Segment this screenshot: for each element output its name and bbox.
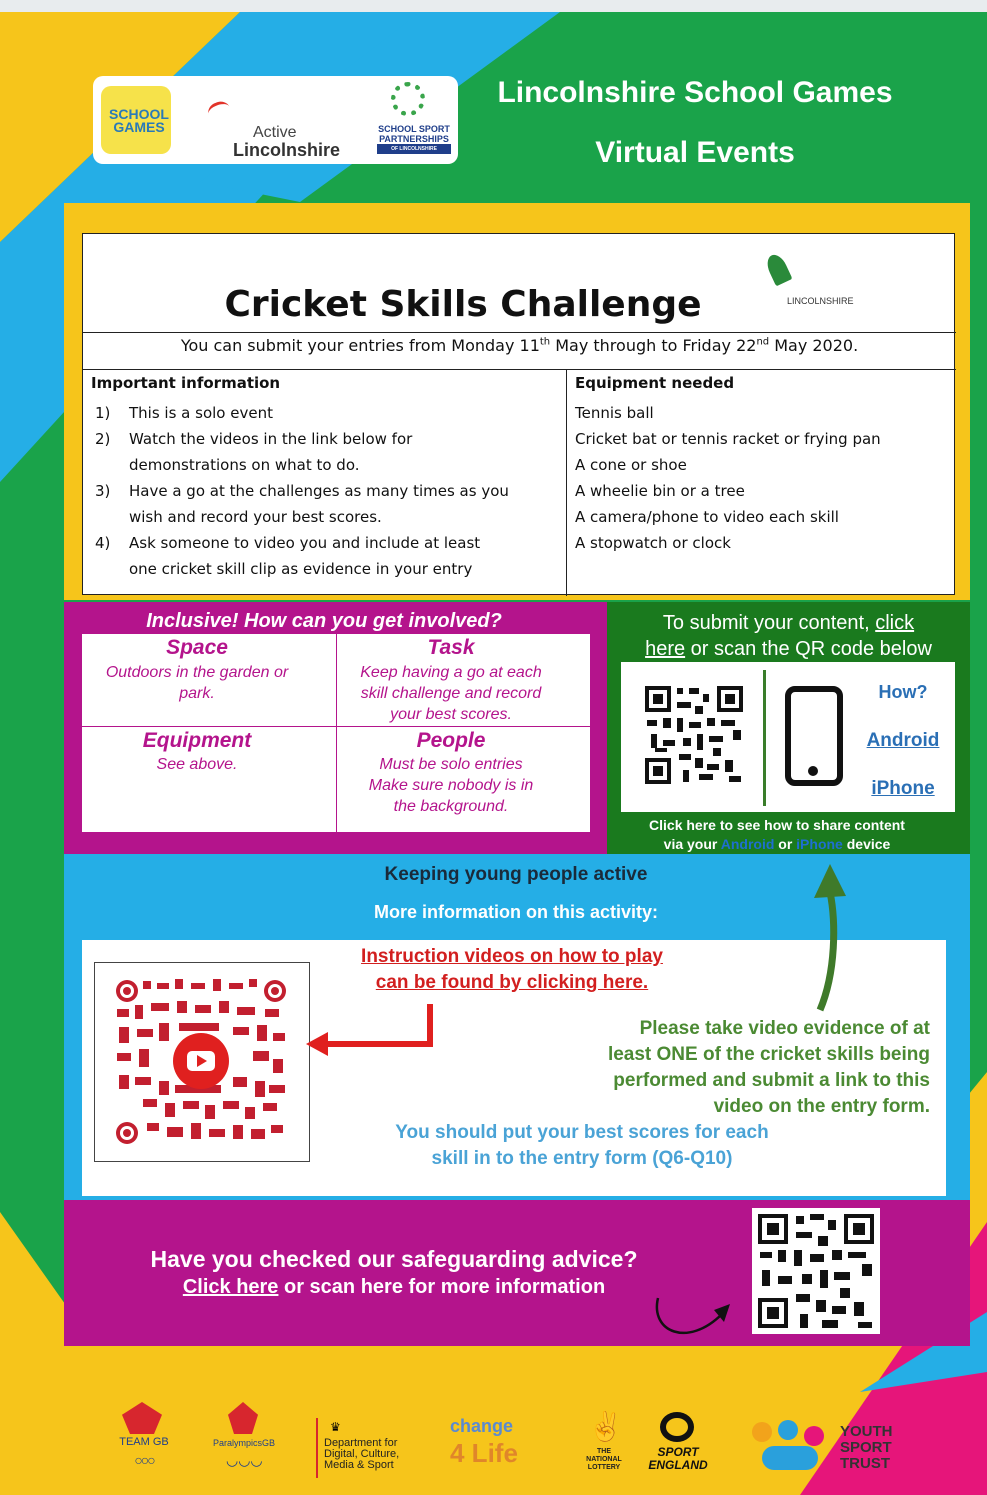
tagline: Keeping young people active — [384, 864, 648, 885]
people-title: People — [416, 729, 486, 752]
phone-home-button — [808, 766, 818, 776]
evidence-line-2: least ONE of the cricket skills being — [607, 1044, 930, 1065]
safeguarding-section — [64, 1200, 970, 1346]
dates-part-3: May 2020. — [769, 336, 859, 355]
active-logo-text: Active — [253, 124, 297, 141]
sport-england-logo — [640, 1410, 716, 1478]
dates-part-2: May through to Friday 22 — [550, 336, 757, 355]
share-iphone-link[interactable]: iPhone — [796, 836, 843, 852]
para-lion-icon — [228, 1402, 258, 1434]
submit-qr-code[interactable] — [643, 684, 745, 786]
task-text — [336, 662, 566, 725]
important-item-line: wish and record your best scores. — [129, 508, 382, 526]
lottery-line-1: THE — [597, 1448, 611, 1455]
inclusive-heading: Inclusive! How can you get involved? — [146, 610, 502, 632]
dcms-text — [324, 1438, 399, 1471]
lion-icon — [122, 1402, 162, 1434]
change-text: change — [450, 1416, 514, 1436]
ssp-line-2: PARTNERSHIPS — [379, 134, 449, 144]
team-gb-logo — [104, 1398, 184, 1478]
ssp-logo-text — [377, 124, 451, 154]
scores-line-2: skill in to the entry form (Q6-Q10) — [431, 1148, 733, 1169]
important-list — [95, 400, 555, 582]
dates-part-1: You can submit your entries from Monday 11 — [180, 336, 540, 355]
equipment-title: Equipment — [142, 729, 252, 752]
submit-instructions — [607, 610, 970, 662]
important-item-line: one cricket skill clip as evidence in your entry — [129, 560, 473, 578]
important-item-text — [129, 426, 412, 478]
grid-divider-h — [82, 726, 590, 727]
equipment-item: A cone or shoe — [575, 456, 687, 474]
school-games-logo — [101, 86, 171, 154]
important-item-number: 3) — [95, 482, 111, 500]
evidence-line-4: video on the entry form. — [713, 1096, 930, 1117]
inclusive-section — [64, 602, 607, 854]
scores-line-1: You should put your best scores for each — [395, 1122, 769, 1143]
space-text — [82, 662, 312, 704]
dates-sup-1: th — [539, 336, 551, 348]
equipment-item: A stopwatch or clock — [575, 534, 731, 552]
submit-divider — [763, 670, 766, 806]
divider-2 — [83, 369, 956, 370]
space-line-2: park. — [179, 685, 215, 702]
iphone-link[interactable]: iPhone — [871, 778, 935, 799]
lincolnshire-logo-text: Lincolnshire — [233, 140, 341, 160]
share-or: or — [774, 836, 797, 852]
agitos-icon: ◡◡◡ — [226, 1452, 263, 1468]
safeguarding-link[interactable]: Click here — [182, 1276, 279, 1298]
video-qr-frame — [94, 962, 310, 1162]
equipment-item: A wheelie bin or a tree — [575, 482, 745, 500]
team-gb-text: TEAM GB — [119, 1436, 169, 1448]
task-line-1: Keep having a go at each — [360, 664, 542, 681]
important-item-line: Ask someone to video you and include at least — [129, 534, 481, 552]
more-info-heading: More information on this activity: — [373, 902, 659, 922]
four-life-text: 4 Life — [450, 1438, 518, 1468]
people-text — [336, 754, 566, 817]
ssp-line-1: SCHOOL SPORT — [378, 124, 450, 134]
cricket-player-icon — [764, 252, 793, 287]
school-games-text: SCHOOL GAMES — [109, 106, 169, 135]
how-label: How? — [878, 682, 928, 702]
space-title: Space — [166, 636, 228, 659]
share-pre: via your — [663, 836, 721, 852]
video-link-line-1: Instruction videos on how to play — [361, 946, 663, 967]
smartphone-icon — [785, 686, 843, 786]
people-line-2: Make sure nobody is in — [368, 777, 534, 794]
space-line-1: Outdoors in the garden or — [105, 664, 289, 681]
lottery-line-2: NATIONAL — [586, 1456, 622, 1463]
important-item-number: 4) — [95, 534, 111, 552]
safeguarding-question: Have you checked our safeguarding advice? — [150, 1246, 638, 1272]
important-item-text — [129, 478, 509, 530]
scores-text — [352, 1120, 812, 1172]
submission-dates — [83, 336, 956, 355]
video-link-line-2: can be found by clicking here. — [375, 972, 649, 993]
task-line-3: your best scores. — [390, 706, 512, 723]
yst-figure-icon-2 — [778, 1420, 798, 1440]
lincolnshire-cricket-logo — [759, 240, 869, 320]
crossed-fingers-icon: ✌ — [588, 1411, 623, 1442]
important-item-number: 1) — [95, 404, 111, 422]
share-post: device — [842, 836, 891, 852]
green-up-arrow-icon — [800, 862, 860, 1014]
important-item-text — [129, 400, 273, 426]
yst-text — [840, 1424, 893, 1472]
important-item — [95, 426, 555, 478]
info-card — [82, 233, 955, 595]
red-arrow-icon — [304, 1004, 434, 1064]
equipment-heading: Equipment needed — [575, 374, 735, 392]
yst-line-3: TRUST — [840, 1455, 890, 1472]
people-line-1: Must be solo entries — [379, 756, 523, 773]
evidence-text — [482, 1016, 930, 1120]
column-divider — [566, 369, 567, 596]
important-item — [95, 400, 555, 426]
header-title-line1: Lincolnshire School Games — [497, 76, 893, 109]
important-item-line: demonstrations on what to do. — [129, 456, 360, 474]
important-item-number: 2) — [95, 430, 111, 448]
important-item-line: Have a go at the challenges as many times as you — [129, 482, 509, 500]
equipment-line-1: See above. — [156, 756, 238, 773]
dcms-logo — [316, 1418, 418, 1478]
dcms-line-3: Media & Sport — [324, 1459, 394, 1471]
dcms-line-1: Department for — [324, 1437, 398, 1449]
change4life-logo — [444, 1412, 540, 1478]
submit-section — [607, 602, 970, 854]
page-title: Cricket Skills Challenge — [224, 284, 702, 325]
submit-card — [621, 662, 955, 812]
lottery-line-3: LOTTERY — [587, 1464, 621, 1471]
evidence-line-3: performed and submit a link to this — [613, 1070, 930, 1091]
equipment-text — [82, 754, 312, 775]
important-item-text — [129, 530, 480, 582]
important-heading: Important information — [91, 374, 281, 392]
inclusive-grid — [82, 634, 590, 832]
dates-sup-2: nd — [756, 336, 770, 348]
submit-click-link[interactable]: click — [875, 612, 915, 634]
sport-line-2: ENGLAND — [648, 1458, 708, 1472]
important-item — [95, 530, 555, 582]
important-item-line: Watch the videos in the link below for — [129, 430, 413, 448]
yst-figure-icon-3 — [804, 1426, 824, 1446]
yst-line-2: SPORT — [840, 1439, 892, 1456]
sport-england-text — [640, 1446, 716, 1472]
yst-line-1: YOUTH — [840, 1423, 893, 1440]
header-title-line2: Virtual Events — [595, 136, 795, 169]
ssp-logo-icon — [391, 82, 425, 116]
share-instructions[interactable] — [607, 816, 947, 854]
yst-figure-body-icon — [762, 1446, 818, 1470]
important-item — [95, 478, 555, 530]
submit-here-link[interactable]: here — [645, 638, 686, 660]
sport-england-icon — [660, 1412, 694, 1442]
lottery-text — [576, 1448, 632, 1472]
crown-icon: ♛ — [330, 1420, 341, 1434]
paralympics-gb-logo — [204, 1398, 284, 1478]
sport-line-1: SPORT — [657, 1445, 699, 1459]
equipment-item: A camera/phone to video each skill — [575, 508, 839, 526]
yst-figure-icon-1 — [752, 1422, 772, 1442]
task-title: Task — [427, 636, 475, 659]
submit-text-2: or scan the QR code below — [685, 638, 932, 660]
share-android-link[interactable]: Android — [720, 836, 775, 852]
task-line-2: skill challenge and record — [360, 685, 542, 702]
safeguarding-qr-code[interactable] — [752, 1208, 880, 1334]
android-link[interactable]: Android — [866, 730, 940, 751]
equipment-item: Tennis ball — [575, 404, 654, 422]
top-status-strip — [0, 0, 987, 12]
video-qr-code[interactable] — [113, 977, 289, 1147]
curved-arrow-icon — [648, 1292, 738, 1346]
submit-text-1: To submit your content, — [662, 612, 876, 634]
safeguarding-rest: or scan here for more information — [278, 1276, 606, 1298]
active-swoosh-icon — [206, 99, 232, 122]
divider-1 — [83, 332, 956, 333]
partner-logos-box — [93, 76, 458, 164]
equipment-list — [575, 400, 945, 556]
paralympics-text: ParalympicsGB — [212, 1438, 275, 1448]
youth-sport-trust-logo — [748, 1418, 918, 1480]
important-item-line: This is a solo event — [129, 404, 273, 422]
olympic-rings-icon: ○○○ — [134, 1452, 154, 1468]
people-line-3: the background. — [393, 798, 509, 815]
ssp-line-3: OF LINCOLNSHIRE — [377, 144, 451, 154]
national-lottery-logo — [576, 1408, 632, 1478]
equipment-item: Cricket bat or tennis racket or frying pan — [575, 430, 881, 448]
instruction-videos-link[interactable] — [312, 944, 712, 996]
safeguarding-info — [94, 1276, 694, 1299]
dcms-line-2: Digital, Culture, — [324, 1448, 400, 1460]
evidence-line-1: Please take video evidence of at — [639, 1018, 930, 1039]
club-logo-text: LINCOLNSHIRE — [787, 296, 854, 306]
share-line-1: Click here to see how to share content — [649, 817, 905, 833]
